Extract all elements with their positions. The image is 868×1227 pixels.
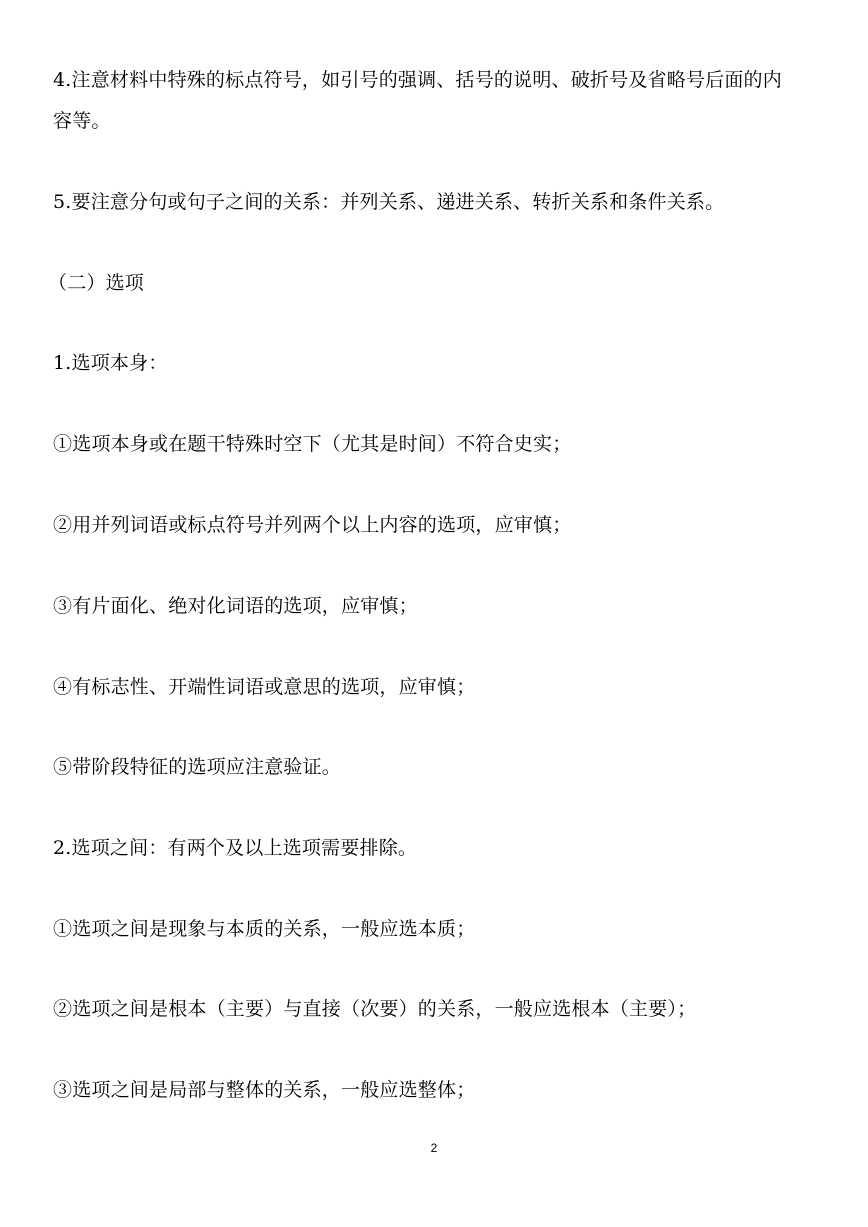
list-item-8: ③选项之间是局部与整体的关系，一般应选整体；	[53, 1079, 476, 1101]
list-item-2: ②用并列词语或标点符号并列两个以上内容的选项，应审慎；	[53, 514, 572, 536]
list-item-4: ④有标志性、开端性词语或意思的选项，应审慎；	[53, 676, 476, 698]
list-item-3: ③有片面化、绝对化词语的选项，应审慎；	[53, 595, 418, 617]
paragraph-4-line-1: 4.注意材料中特殊的标点符号，如引号的强调、括号的说明、破折号及省略号后面的内	[53, 69, 782, 91]
subsection-options-themselves: 1.选项本身：	[53, 352, 168, 374]
subsection-between-options: 2.选项之间：有两个及以上选项需要排除。	[53, 837, 418, 859]
list-item-5: ⑤带阶段特征的选项应注意验证。	[53, 756, 342, 778]
list-item-7: ②选项之间是根本（主要）与直接（次要）的关系，一般应选根本（主要）；	[53, 998, 697, 1020]
section-heading-options: （二）选项	[48, 272, 145, 294]
paragraph-4-line-2: 容等。	[53, 110, 111, 132]
paragraph-5: 5.要注意分句或句子之间的关系：并列关系、递进关系、转折关系和条件关系。	[53, 191, 725, 213]
list-item-1: ①选项本身或在题干特殊时空下（尤其是时间）不符合史实；	[53, 433, 572, 455]
page-number: 2	[430, 1141, 438, 1155]
list-item-6: ①选项之间是现象与本质的关系，一般应选本质；	[53, 918, 476, 940]
